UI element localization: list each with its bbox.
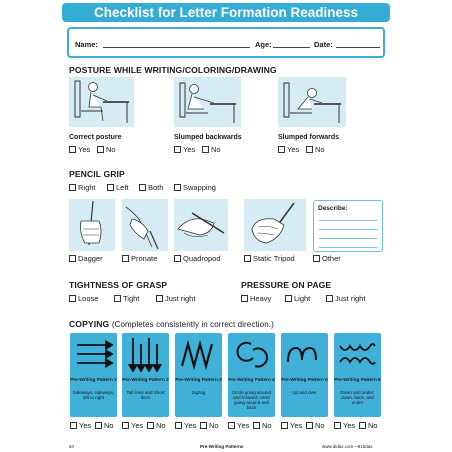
- pattern-1-yes[interactable]: Yes: [70, 421, 91, 430]
- pattern-title: Pre-Writing Pattern 2: [122, 377, 169, 382]
- grip-left[interactable]: Left: [107, 183, 129, 192]
- checkbox[interactable]: [281, 422, 288, 429]
- pencil-grip-heading: PENCIL GRIP: [69, 169, 125, 179]
- posture-2-no[interactable]: No: [202, 145, 221, 154]
- checkbox[interactable]: [147, 422, 154, 429]
- pattern-5-no[interactable]: No: [306, 421, 325, 430]
- checkbox[interactable]: [107, 184, 114, 191]
- tightness-tight[interactable]: Tight: [114, 294, 139, 303]
- pattern-card-3: [175, 333, 222, 417]
- pressure-just-right[interactable]: Just right: [326, 294, 365, 303]
- pattern-desc: Zigzag: [191, 390, 206, 395]
- pattern-2-yes[interactable]: Yes: [122, 421, 143, 430]
- copying-heading: COPYING (Completes consistently in correct direction.): [69, 319, 274, 329]
- pattern-5-yes[interactable]: Yes: [281, 421, 302, 430]
- checkbox[interactable]: [122, 422, 129, 429]
- pressure-heavy[interactable]: Heavy: [241, 294, 271, 303]
- student-info-box: [67, 27, 385, 58]
- horizontal-arrows-icon: [73, 336, 114, 373]
- checkbox[interactable]: [122, 255, 129, 262]
- checkbox[interactable]: [174, 255, 181, 262]
- describe-label: Describe:: [318, 205, 348, 212]
- checkbox[interactable]: [200, 422, 207, 429]
- pattern-card-1: [70, 333, 117, 417]
- checkbox[interactable]: [156, 295, 163, 302]
- posture-1-no[interactable]: No: [97, 145, 116, 154]
- pressure-heading: PRESSURE ON PAGE: [241, 280, 332, 290]
- pattern-desc: Up and over: [292, 390, 317, 395]
- pattern-1-no[interactable]: No: [95, 421, 114, 430]
- pattern-card-4: [228, 333, 275, 417]
- checkbox[interactable]: [285, 295, 292, 302]
- zigzag-icon: [178, 336, 219, 373]
- footer-website: www.didax.com—815dax: [322, 444, 373, 449]
- grip-pronate[interactable]: Pronate: [122, 254, 157, 263]
- pattern-4-yes[interactable]: Yes: [228, 421, 249, 430]
- describe-line: [319, 229, 377, 230]
- name-field[interactable]: [103, 47, 250, 48]
- checkbox[interactable]: [114, 295, 121, 302]
- footer-title: Pre-Writing Patterns: [200, 444, 244, 449]
- checkbox[interactable]: [359, 422, 366, 429]
- quadropod-grip-image: [174, 199, 228, 251]
- checkbox[interactable]: [70, 422, 77, 429]
- pattern-6-no[interactable]: No: [359, 421, 378, 430]
- checkbox[interactable]: [69, 146, 76, 153]
- checkbox[interactable]: [278, 146, 285, 153]
- checkbox[interactable]: [69, 255, 76, 262]
- grip-right[interactable]: Right: [69, 183, 96, 192]
- pronate-grip-image: [122, 199, 168, 251]
- checkbox[interactable]: [241, 295, 248, 302]
- waves-icon: [337, 336, 378, 373]
- posture-caption-3: Slumped forwards: [278, 134, 340, 141]
- circles-icon: [231, 336, 272, 373]
- grip-quadropod[interactable]: Quadropod: [174, 254, 221, 263]
- checkbox[interactable]: [69, 184, 76, 191]
- checkbox[interactable]: [253, 422, 260, 429]
- copying-subheading: (Completes consistently in correct direction.): [111, 320, 274, 329]
- pattern-title: Pre-Writing Pattern 5: [281, 377, 328, 382]
- age-field[interactable]: [273, 47, 310, 48]
- date-label: Date:: [314, 40, 333, 49]
- describe-box[interactable]: [313, 200, 383, 252]
- page-title: Checklist for Letter Formation Readiness: [62, 3, 390, 22]
- static-tripod-grip-image: [244, 199, 306, 251]
- posture-2-yes[interactable]: Yes: [174, 145, 195, 154]
- name-label: Name:: [75, 40, 98, 49]
- pattern-desc: Tall lines and Short lines: [126, 390, 165, 400]
- pattern-title: Pre-Writing Pattern 3: [175, 377, 222, 382]
- pattern-title: Pre-Writing Pattern 4: [228, 377, 275, 382]
- checkbox[interactable]: [306, 422, 313, 429]
- correct-posture-image: [69, 77, 134, 127]
- pattern-desc: Circle going around and forward; circle going around and back: [231, 390, 272, 410]
- checkbox[interactable]: [228, 422, 235, 429]
- checkbox[interactable]: [174, 184, 181, 191]
- pattern-desc: Down and under; down, back, and under: [340, 390, 375, 405]
- grip-dagger[interactable]: Dagger: [69, 254, 103, 263]
- posture-3-yes[interactable]: Yes: [278, 145, 299, 154]
- grip-static-tripod[interactable]: Static Tripod: [244, 254, 295, 263]
- checkbox[interactable]: [334, 422, 341, 429]
- dagger-grip-image: [69, 199, 115, 251]
- tightness-loose[interactable]: Loose: [69, 294, 98, 303]
- pattern-4-no[interactable]: No: [253, 421, 272, 430]
- checkbox[interactable]: [174, 146, 181, 153]
- date-field[interactable]: [336, 47, 380, 48]
- checkbox[interactable]: [97, 146, 104, 153]
- posture-1-yes[interactable]: Yes: [69, 145, 90, 154]
- checkbox[interactable]: [306, 146, 313, 153]
- pattern-desc: Sideways, sideways, left to right: [72, 390, 115, 400]
- pattern-3-yes[interactable]: Yes: [175, 421, 196, 430]
- pattern-3-no[interactable]: No: [200, 421, 219, 430]
- describe-line: [319, 220, 377, 221]
- grip-swapping[interactable]: Swapping: [174, 183, 216, 192]
- checkbox[interactable]: [313, 255, 320, 262]
- age-label: Age:: [255, 40, 272, 49]
- checkbox[interactable]: [244, 255, 251, 262]
- pattern-card-5: [281, 333, 328, 417]
- pattern-card-2: [122, 333, 169, 417]
- checkbox[interactable]: [175, 422, 182, 429]
- checkbox[interactable]: [139, 184, 146, 191]
- grip-other[interactable]: Other: [313, 254, 341, 263]
- posture-3-no[interactable]: No: [306, 145, 325, 154]
- up-and-over-icon: [284, 336, 325, 373]
- pattern-6-yes[interactable]: Yes: [334, 421, 355, 430]
- pattern-title: Pre-Writing Pattern 1: [70, 377, 117, 382]
- posture-heading: POSTURE WHILE WRITING/COLORING/DRAWING: [69, 65, 277, 75]
- checkbox[interactable]: [326, 295, 333, 302]
- pressure-light[interactable]: Light: [285, 294, 310, 303]
- posture-caption-2: Slumped backwards: [174, 134, 242, 141]
- page-number: 64: [69, 444, 75, 449]
- pattern-title: Pre-Writing Pattern 6: [334, 377, 381, 382]
- posture-caption-1: Correct posture: [69, 134, 122, 141]
- pattern-2-no[interactable]: No: [147, 421, 166, 430]
- checkbox[interactable]: [95, 422, 102, 429]
- tightness-heading: TIGHTNESS OF GRASP: [69, 280, 168, 290]
- pattern-card-6: [334, 333, 381, 417]
- grip-both[interactable]: Both: [139, 183, 163, 192]
- checkbox[interactable]: [202, 146, 209, 153]
- slumped-forwards-image: [278, 77, 346, 127]
- describe-line: [319, 247, 377, 248]
- vertical-arrows-icon: [125, 336, 166, 373]
- tightness-just-right[interactable]: Just right: [156, 294, 195, 303]
- checkbox[interactable]: [69, 295, 76, 302]
- slumped-backwards-image: [174, 77, 241, 127]
- describe-line: [319, 238, 377, 239]
